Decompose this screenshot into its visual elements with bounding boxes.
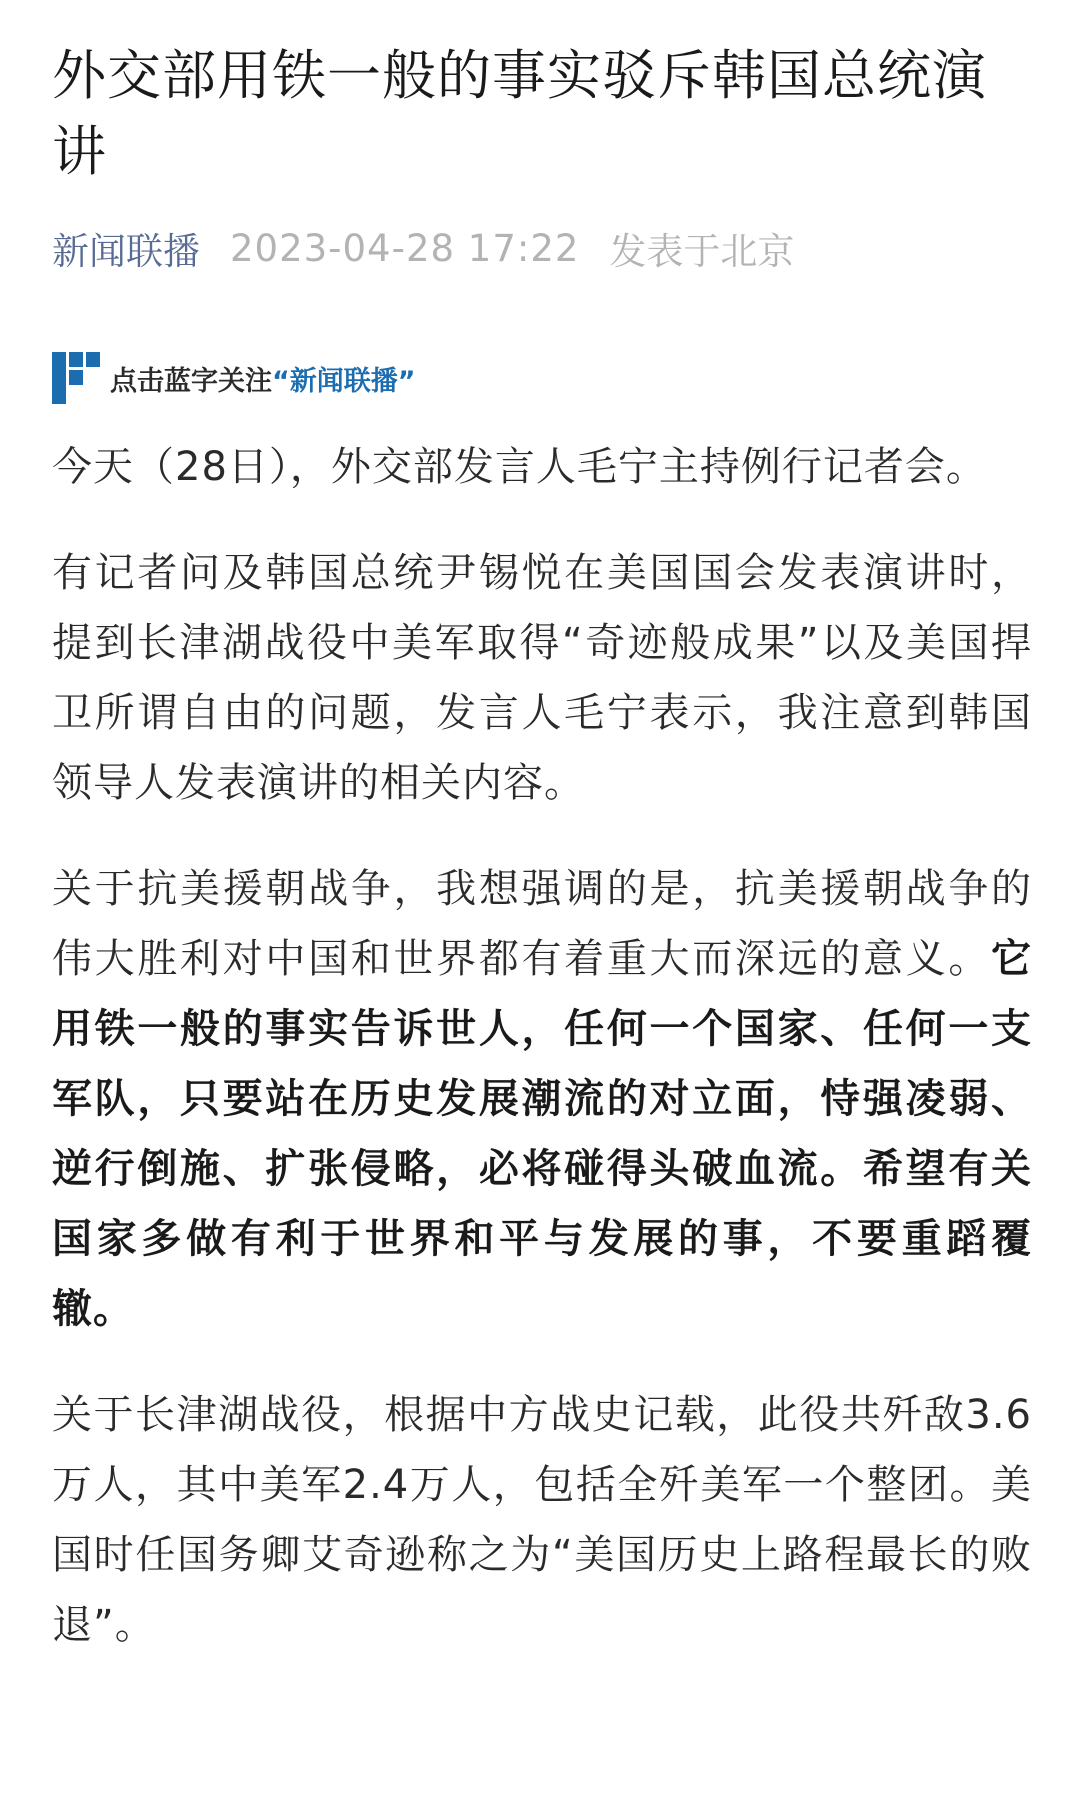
article-meta <box>52 218 1032 278</box>
follow-account-name[interactable]: “新闻联播” <box>272 365 416 397</box>
publish-datetime: 2023-04-28 17:22 <box>230 226 580 270</box>
paragraph-3 <box>52 854 1032 1344</box>
follow-banner[interactable] <box>52 350 1032 406</box>
paragraph-1: 今天（28日），外交部发言人毛宁主持例行记者会。 <box>52 444 987 490</box>
xinwen-lianbo-logo-icon <box>52 352 100 404</box>
article-body <box>52 432 1032 1660</box>
paragraph-2: 有记者问及韩国总统尹锡悦在美国国会发表演讲时，提到长津湖战役中美军取得“奇迹般成果”以及美国捍卫所谓自由的问题，发言人毛宁表示，我注意到韩国领导人发表演讲的相关内容。 <box>52 550 1032 806</box>
paragraph-3-emphasis: 它用铁一般的事实告诉世人，任何一个国家、任何一支军队，只要站在历史发展潮流的对立面，恃强凌弱、逆行倒施、扩张侵略，必将碰得头破血流。希望有关国家多做有利于世界和平与发展的事，不要重蹈覆辙。 <box>52 936 1032 1332</box>
article <box>52 38 1032 1696</box>
article-title: 外交部用铁一般的事实驳斥韩国总统演讲 <box>52 44 987 183</box>
publish-location: 发表于北京 <box>609 230 795 273</box>
paragraph-4: 关于长津湖战役，根据中方战史记载，此役共歼敌3.6万人，其中美军2.4万人，包括全歼美军一个整团。美国时任国务卿艾奇逊称之为“美国历史上路程最长的败退”。 <box>52 1392 1032 1648</box>
follow-prompt <box>110 359 416 398</box>
follow-prefix: 点击蓝字关注 <box>110 365 272 397</box>
paragraph-3-text: 关于抗美援朝战争，我想强调的是，抗美援朝战争的伟大胜利对中国和世界都有着重大而深远的意义。 <box>52 866 1032 982</box>
account-name-link[interactable]: 新闻联播 <box>52 230 200 273</box>
